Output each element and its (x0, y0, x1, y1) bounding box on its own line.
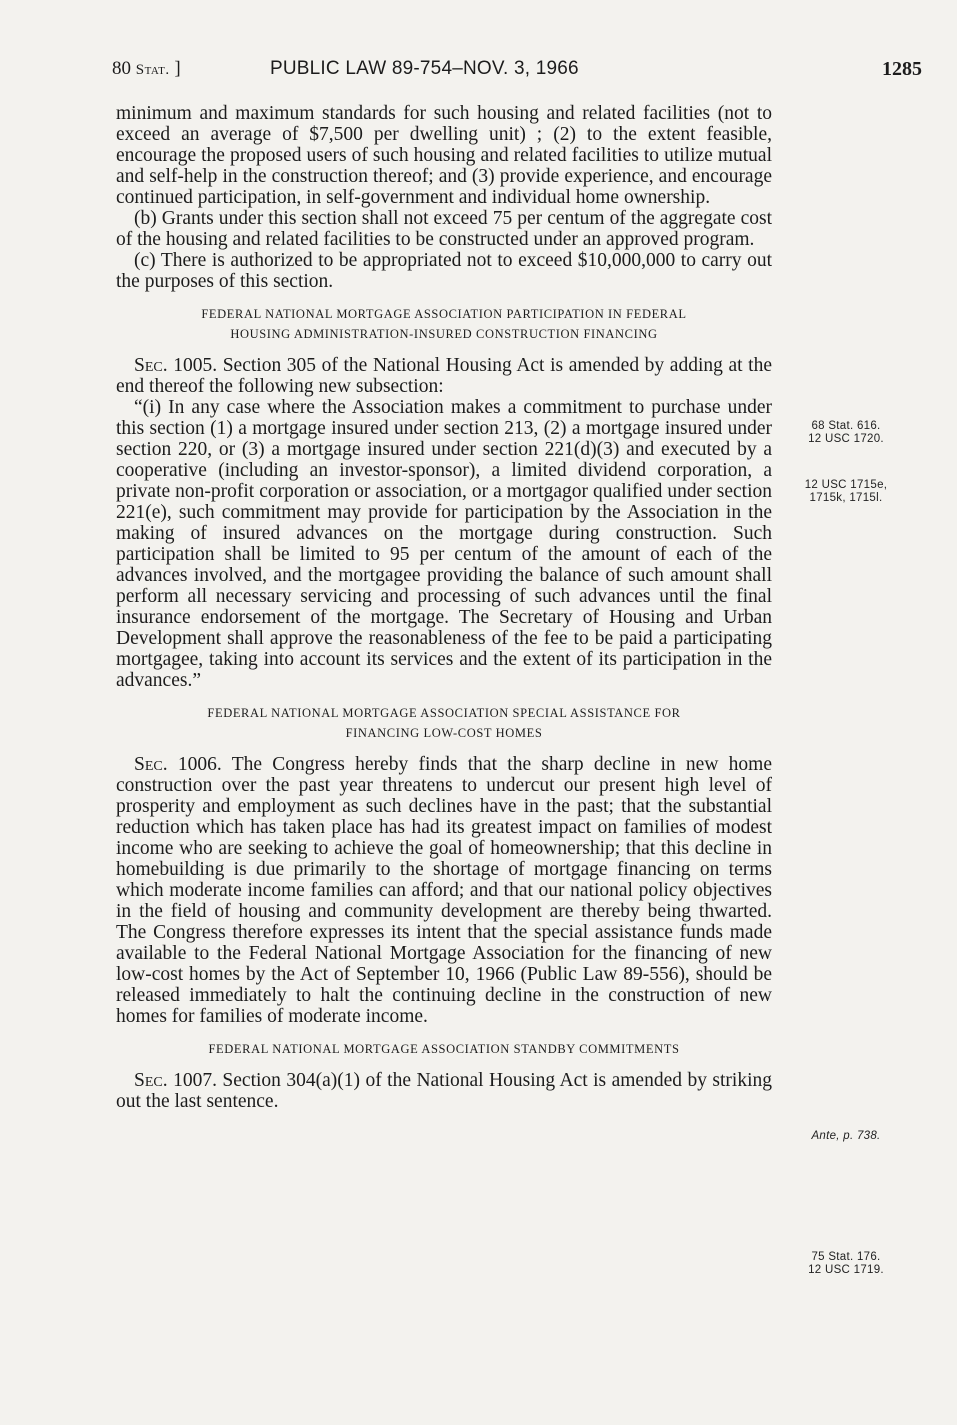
paragraph-standards: minimum and maximum standards for such housing and related facilities (not to exceed an average of $7,500 per dwelling unit) ; (2) to the extent feasible, encourage the proposed users of such housing and related facilities to utilize mutual and self-help in the construction thereof; and (3) provide experience, and encourage continued participation, in self-government and individual home ownership. (116, 103, 772, 208)
section-heading-1006: FEDERAL NATIONAL MORTGAGE ASSOCIATION SPECIAL ASSISTANCE FOR FINANCING LOW-COST HOMES (207, 706, 681, 740)
page-number: 1285 (882, 58, 922, 80)
margin-note-ante: Ante, p. 738. (811, 1130, 881, 1142)
section-1005-quote: “(i) In any case where the Association makes a commitment to purchase under this section (1) a mortgage insured under section 213, (2) a mortgage insured under section 220, or (3) a mortgage insured under section 221(d)(3) and executed by a cooperative (including an investor-sponsor), a limited dividend corporation, a private non-profit corporation or association, or a mortgagor qualified under section 221(e), such commitment may provide for participation by the Association in the making of insured advances on the mortgage during construction. Such participation shall be limited to 95 per centum of the amount of each of the advances involved, and the mortgagee providing the balance of such amount shall perform all necessary servicing and processing of such advances until the final insurance endorsement of the mortgage. The Secretary of Housing and Urban Development shall approve the reasonableness of the fee to be paid a participating mortgagee, taking into account its services and the extent of its participation in the advances.” (116, 397, 772, 691)
margin-note-12-usc-1715e: 12 USC 1715e, 1715k, 1715l. (804, 479, 888, 504)
law-title: PUBLIC LAW 89-754–NOV. 3, 1966 (270, 58, 579, 79)
margin-note-68-stat: 68 Stat. 616. 12 USC 1720. (808, 420, 884, 445)
paragraph-appropriation-c: (c) There is authorized to be appropriated not to exceed $10,000,000 to carry out the purposes of this section. (116, 250, 772, 292)
section-heading-1007: FEDERAL NATIONAL MORTGAGE ASSOCIATION STANDBY COMMITMENTS (208, 1042, 680, 1056)
section-1006-text: Sec. 1006. The Congress hereby finds that the sharp decline in new home construction over the past year threatens to undercut our present high level of prosperity and employment as such declines have in the past; that the substantial reduction which has taken place has had its greatest impact on families of modest income who are seeking to achieve the goal of homeownership; that this decline in homebuilding is due primarily to the shortage of mortgage financing on terms which moderate income families can afford; and that our national policy objectives in the field of housing and community development are thereby being thwarted. The Congress therefore expresses its intent that the special assistance funds made available to the Federal National Mortgage Association for the financing of new low-cost homes by the Act of September 10, 1966 (Public Law 89-556), should be released immediately to halt the continuing decline in the construction of new homes for families of moderate income. (116, 754, 772, 1027)
section-heading-1005: FEDERAL NATIONAL MORTGAGE ASSOCIATION PARTICIPATION IN FEDERAL HOUSING ADMINISTRATION-INSURED CONSTRUCTION FINANCING (201, 307, 687, 341)
document-body (116, 103, 772, 1112)
margin-notes (782, 0, 912, 1425)
section-label: Sec. 1007. (134, 1070, 217, 1091)
section-label: Sec. 1005. (134, 355, 218, 376)
section-1005-text: Sec. 1005. Section 305 of the National Housing Act is amended by adding at the end thereof the following new subsection: (116, 355, 772, 397)
section-1007-text: Sec. 1007. Section 304(a)(1) of the National Housing Act is amended by striking out the last sentence. (116, 1070, 772, 1112)
statute-reference: 80 Stat. ] (112, 58, 181, 79)
section-label: Sec. 1006. (134, 754, 222, 775)
margin-note-75-stat: 75 Stat. 176. 12 USC 1719. (808, 1251, 884, 1276)
paragraph-grants-b: (b) Grants under this section shall not exceed 75 per centum of the aggregate cost of the housing and related facilities to be constructed under an approved program. (116, 208, 772, 250)
